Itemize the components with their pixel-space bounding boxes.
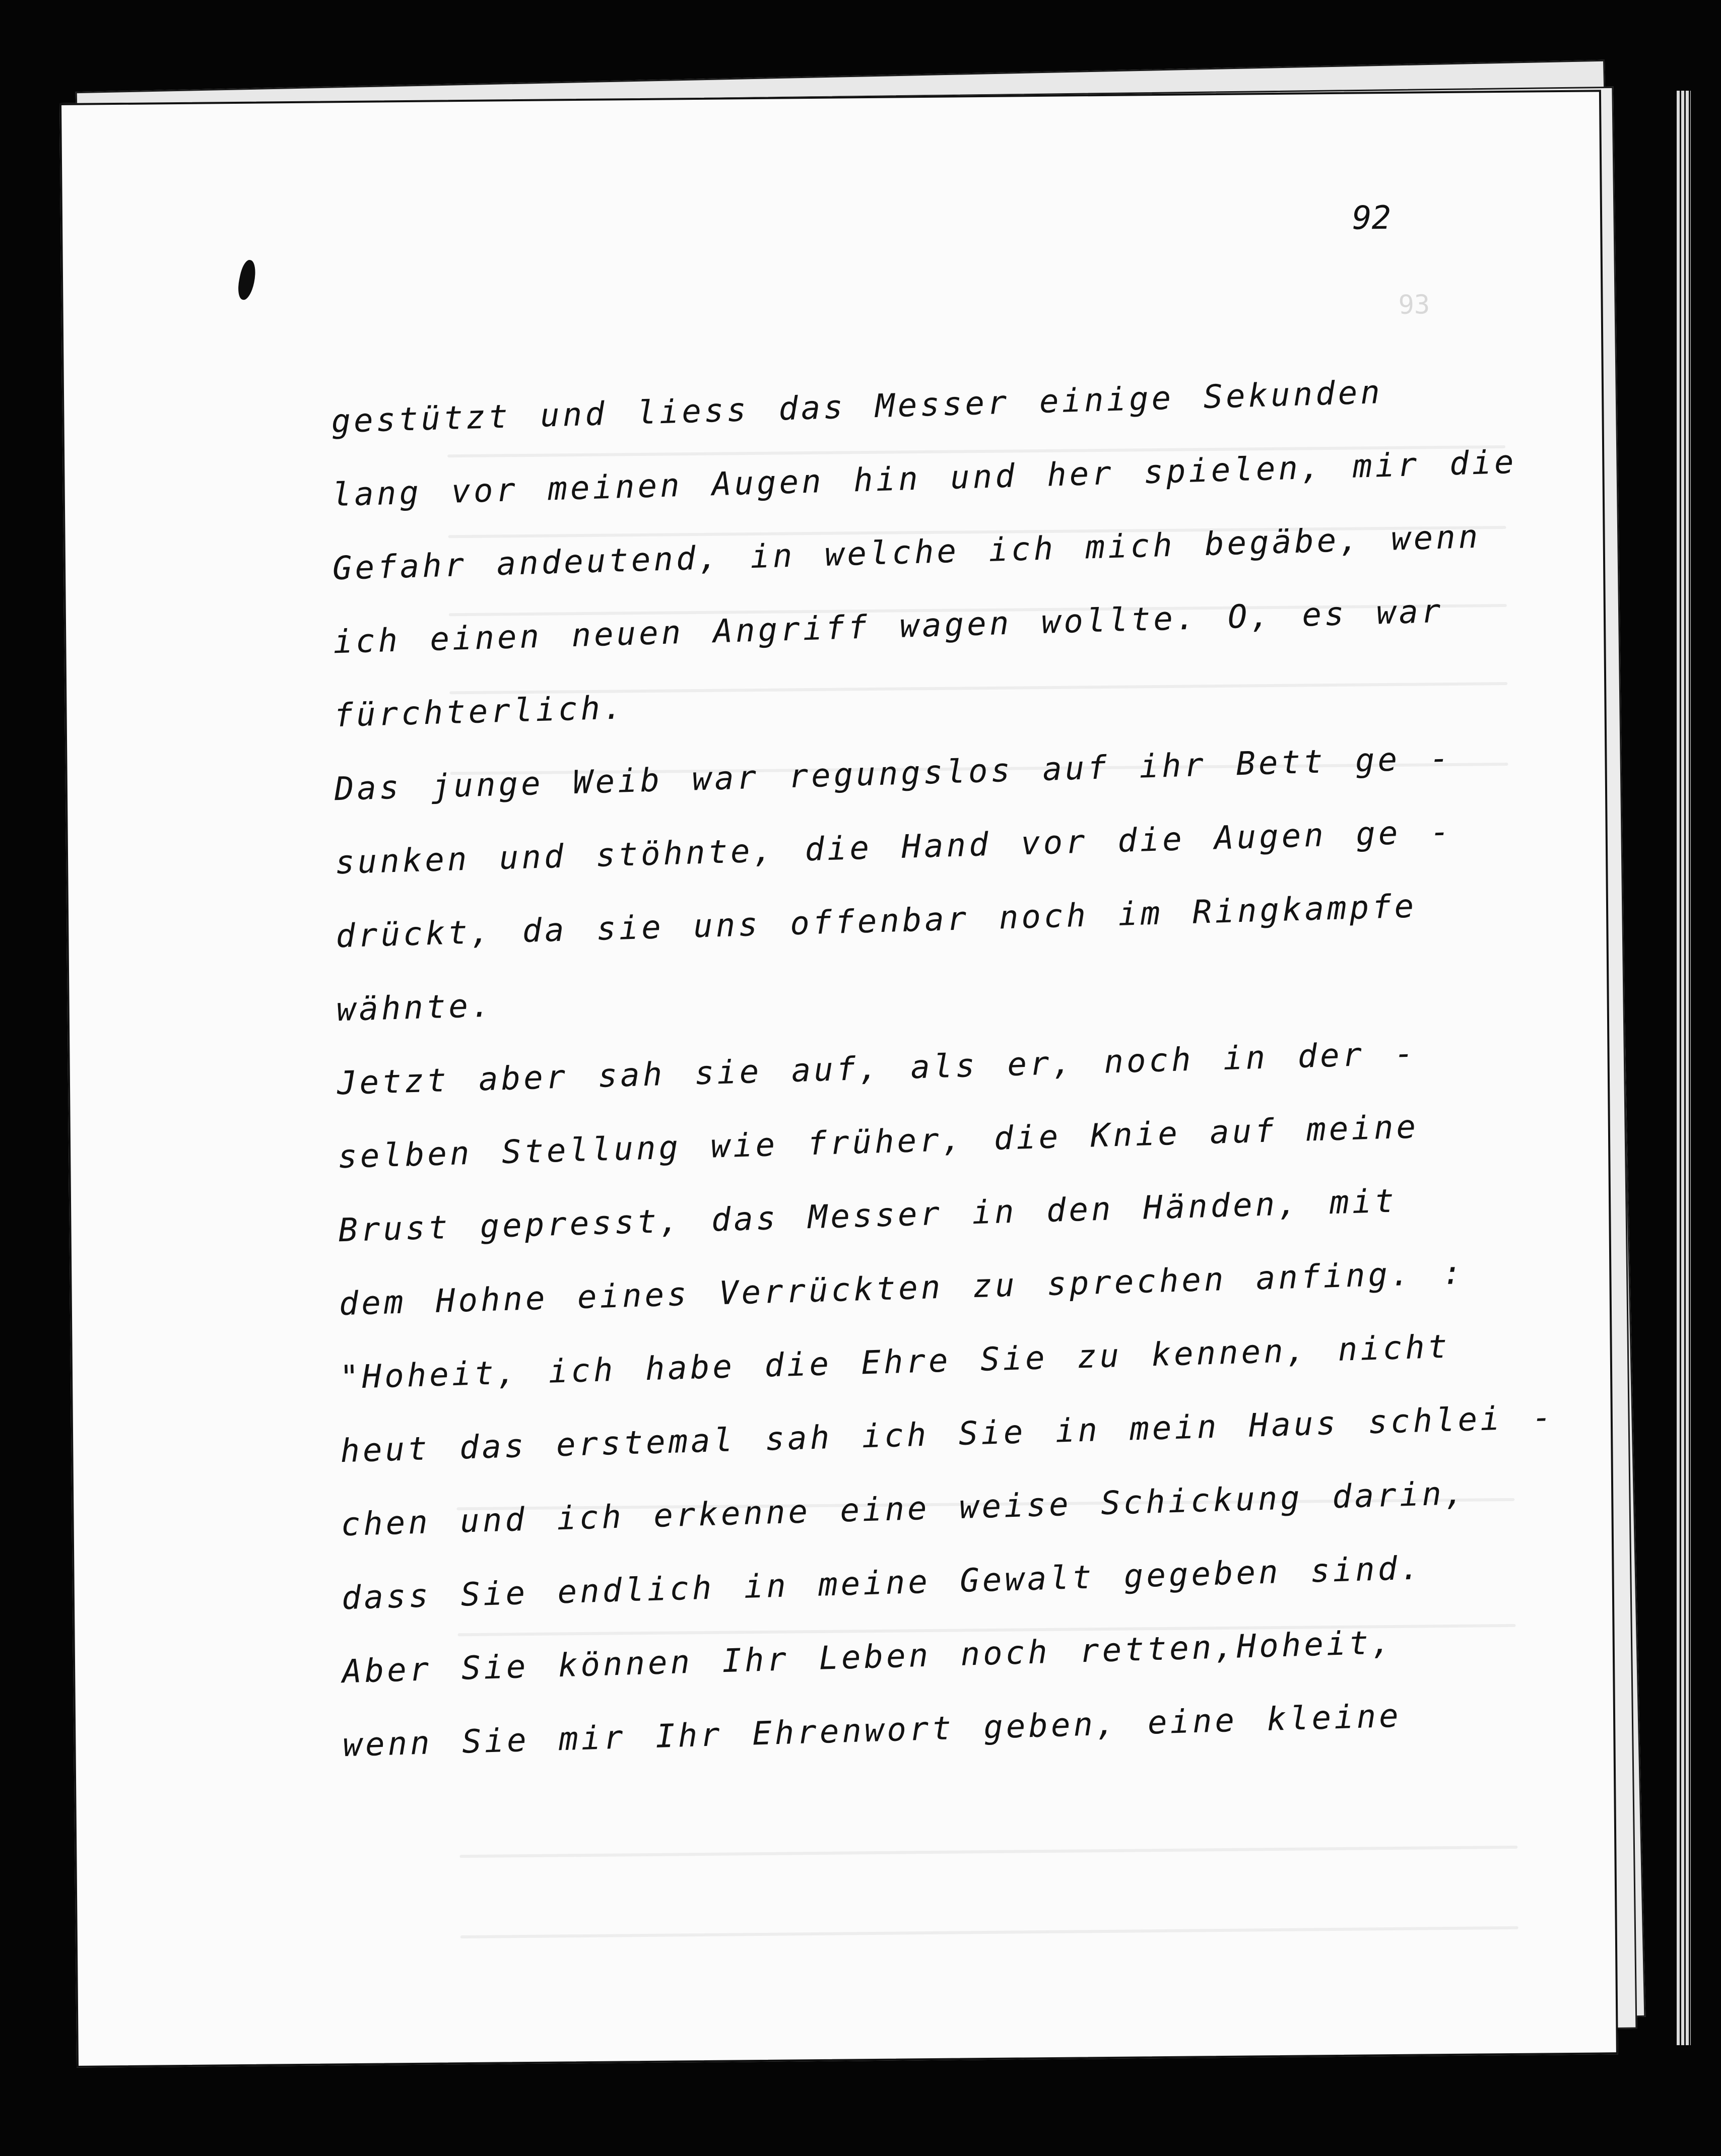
text-line: wähnte.: [336, 987, 494, 1029]
text-line: lang vor meinen Augen hin und her spielen, mir die: [331, 443, 1517, 514]
ink-blot: [235, 259, 258, 301]
body-text: [331, 374, 1633, 1782]
typewritten-page: [59, 90, 1618, 2068]
text-line: selben Stellung wie früher, die Knie auf meine: [337, 1108, 1419, 1176]
text-line: "Hoheit, ich habe die Ehre Sie zu kennen, nicht: [339, 1328, 1451, 1397]
text-line: Das junge Weib war regungslos auf ihr Bett ge -: [334, 739, 1453, 809]
page-number: 92: [1352, 199, 1392, 237]
text-line: drückt, da sie uns offenbar noch im Ringkampfe: [335, 888, 1418, 956]
text-line: sunken und stöhnte, die Hand vor die Augen ge -: [335, 813, 1453, 882]
text-line: fürchterlich.: [333, 689, 626, 735]
text-line: dem Hohne eines Verrückten zu sprechen anfing. :: [338, 1254, 1466, 1323]
text-line: dass Sie endlich in meine Gewalt gegeben sind.: [341, 1549, 1423, 1618]
text-line: wenn Sie mir Ihr Ehrenwort geben, eine kleine: [342, 1697, 1402, 1765]
text-line: chen und ich erkenne eine weise Schickung darin,: [340, 1474, 1468, 1544]
stacked-page-edges: [1677, 91, 1691, 2045]
text-line: heut das erstemal sah ich Sie in mein Haus schlei -: [340, 1398, 1555, 1470]
text-line: gestützt und liess das Messer einige Sekunden: [330, 374, 1383, 441]
bleed-through: [459, 1846, 1517, 1858]
text-line: Aber Sie können Ihr Leben noch retten,Hoheit,: [342, 1624, 1395, 1691]
ghost-page-number: 93: [1398, 290, 1430, 320]
text-line: Gefahr andeutend, in welche ich mich begäbe, wenn: [332, 518, 1482, 588]
text-line: ich einen neuen Angriff wagen wollte. O, es war: [333, 592, 1444, 661]
text-line: Jetzt aber sah sie auf, als er, noch in der -: [336, 1035, 1418, 1103]
text-line: Brust gepresst, das Messer in den Händen, mit: [338, 1182, 1398, 1250]
bleed-through: [460, 1926, 1518, 1938]
